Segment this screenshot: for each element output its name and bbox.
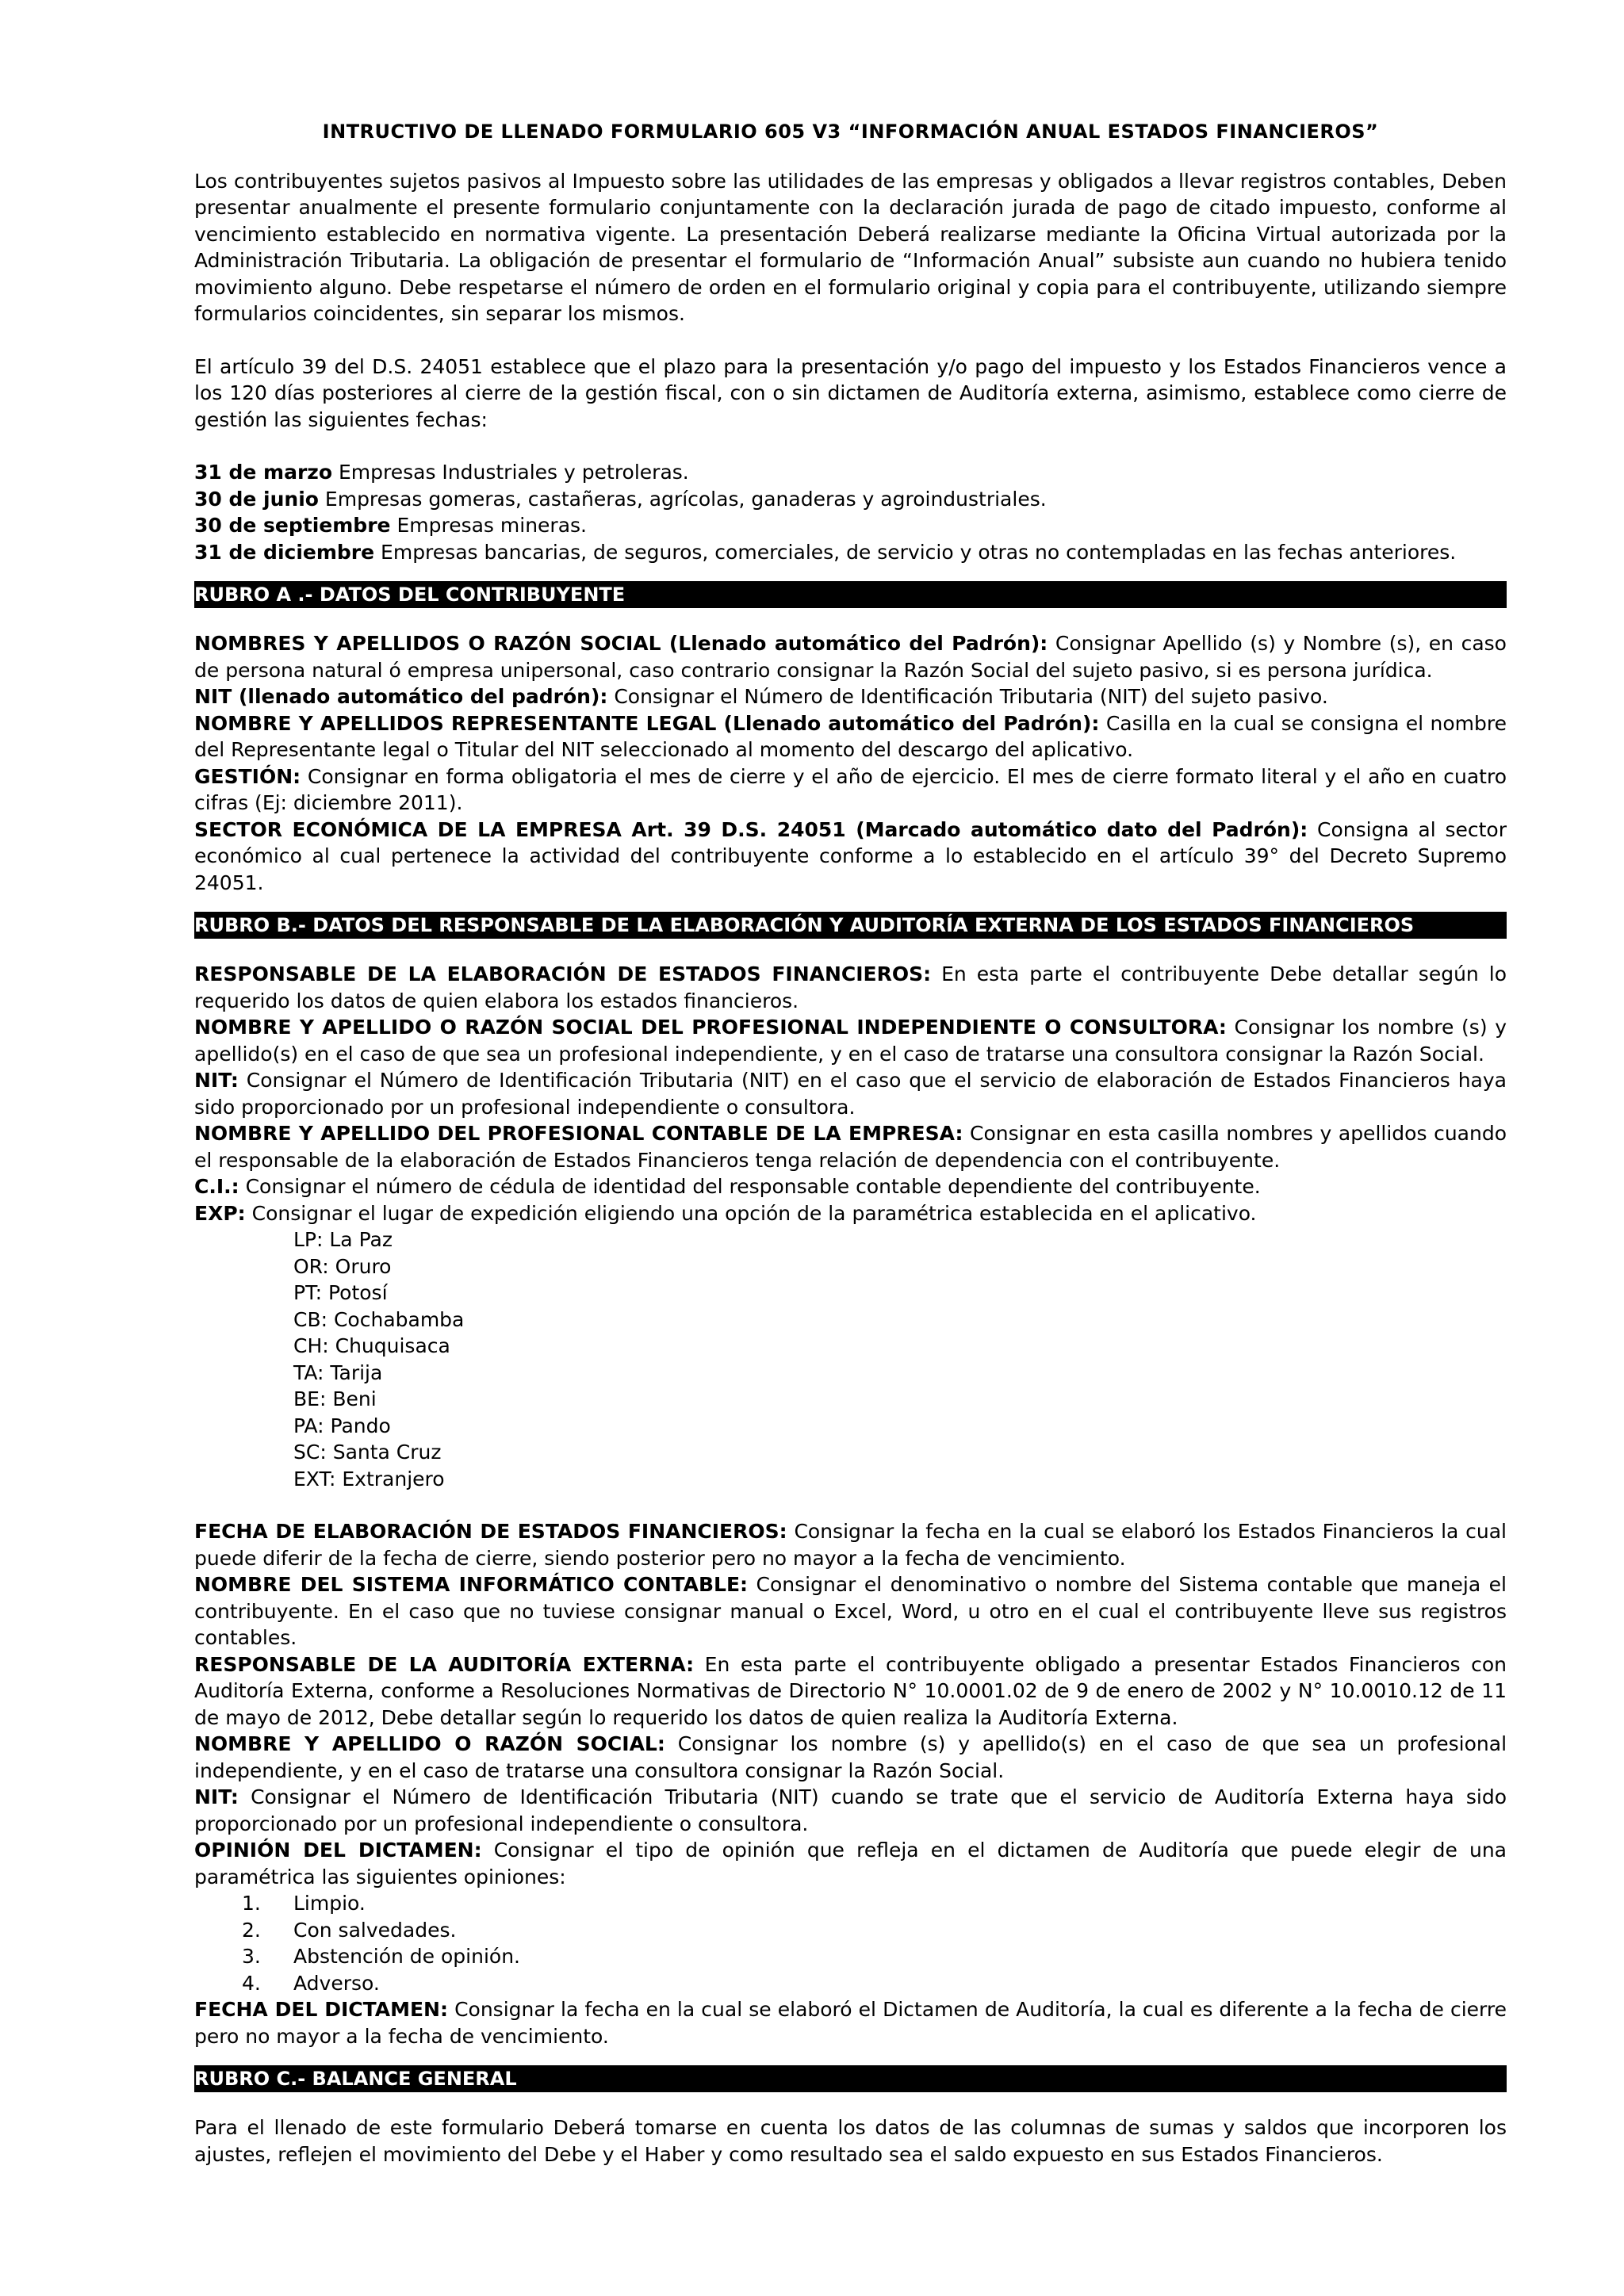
- closing-date-text: Empresas bancarias, de seguros, comerciales, de servicio y otras no contempladas en las fechas anteriores.: [374, 540, 1457, 564]
- field-description: Consignar el lugar de expedición eligiendo una opción de la paramétrica establecida en el aplicativo.: [245, 1201, 1257, 1225]
- list-text: Con salvedades.: [293, 1918, 457, 1942]
- closing-date-text: Empresas Industriales y petroleras.: [332, 461, 689, 484]
- rubro-b-item: [194, 1996, 1507, 2049]
- field-label: SECTOR ECONÓMICA DE LA EMPRESA Art. 39 D.S. 24051 (Marcado automático dato del Padrón):: [194, 817, 1308, 841]
- field-description: Consignar en forma obligatoria el mes de cierre y el año de ejercicio. El mes de cierre formato literal y el año en cuatro cifras (Ej: diciembre 2011).: [194, 764, 1507, 814]
- field-description: En esta parte el contribuyente obligado a presentar Estados Financieros con Auditoría Externa, conforme a Resoluciones Normativas de Directorio N° 10.0001.02 de 9 de enero de 2002 y N° 10.0010.12 de 11 de mayo de 2012, Debe detallar según lo requerido los datos de quien realiza la Auditoría Externa.: [194, 1652, 1507, 1729]
- intro-paragraph-1: Los contribuyentes sujetos pasivos al Impuesto sobre las utilidades de las empresas y obligados a llevar registros contables, Deben presentar anualmente el presente formulario conjuntamente con la declaración jurada de pago de citado impuesto, conforme al vencimiento establecido en normativa vigente. La presentación Deberá realizarse mediante la Oficina Virtual autorizada por la Administración Tributaria. La obligación de presentar el formulario de “Información Anual” subsiste aun cuando no hubiera tenido movimiento alguno. Debe respetarse el número de orden en el formulario original y copia para el contribuyente, utilizando siempre formularios coincidentes, sin separar los mismos.: [194, 169, 1507, 325]
- closing-date-item: [194, 459, 1507, 486]
- field-description: Consignar Apellido (s) y Nombre (s), en caso de persona natural ó empresa unipersonal, caso contrario consignar la Razón Social del sujeto pasivo, si es persona jurídica.: [194, 632, 1507, 682]
- rubro-a-item: [194, 817, 1507, 897]
- rubro-b-item: [194, 1731, 1507, 1784]
- rubro-b-item: [194, 1200, 1507, 1227]
- rubro-c-paragraph: Para el llenado de este formulario Deberá tomarse en cuenta los datos de las columnas de sumas y saldos que incorporen los ajustes, reflejen el movimiento del Debe y el Haber y como resultado sea el saldo expuesto en sus Estados Financieros.: [194, 2116, 1507, 2166]
- rubro-b-item: [194, 1120, 1507, 1173]
- list-item: [194, 1970, 1507, 1997]
- rubro-a-heading: RUBRO A .- DATOS DEL CONTRIBUYENTE: [194, 581, 1507, 608]
- field-description: Consignar el Número de Identificación Tributaria (NIT) del sujeto pasivo.: [607, 685, 1328, 708]
- rubro-b-item: [194, 1173, 1507, 1200]
- document-title: INTRUCTIVO DE LLENADO FORMULARIO 605 V3 “INFORMACIÓN ANUAL ESTADOS FINANCIEROS”: [322, 121, 1379, 143]
- closing-dates-list: [194, 459, 1507, 565]
- field-description: Casilla en la cual se consigna el nombre del Representante legal o Titular del NIT seleccionado al momento del descargo del aplicativo.: [194, 711, 1507, 761]
- rubro-b-item: [194, 1518, 1507, 1571]
- rubro-a-item: [194, 763, 1507, 817]
- field-description: Consignar los nombre (s) y apellido(s) en el caso de que sea un profesional independiente, y en el caso de tratarse una consultora consignar la Razón Social.: [194, 1732, 1507, 1782]
- list-item: LP: La Paz: [293, 1228, 393, 1251]
- intro-paragraph-2: El artículo 39 del D.S. 24051 establece que el plazo para la presentación y/o pago del impuesto y los Estados Financieros vence a los 120 días posteriores al cierre de la gestión fiscal, con o sin dictamen de Auditoría externa, asimismo, establece como cierre de gestión las siguientes fechas:: [194, 354, 1507, 431]
- field-label: FECHA DEL DICTAMEN:: [194, 1998, 448, 2021]
- field-label: C.I.:: [194, 1175, 239, 1198]
- field-description: Consignar el tipo de opinión que refleja en el dictamen de Auditoría que puede elegir de una paramétrica las siguientes opiniones:: [194, 1839, 1507, 1888]
- rubro-b-item: [194, 1014, 1507, 1067]
- field-label: FECHA DE ELABORACIÓN DE ESTADOS FINANCIEROS:: [194, 1520, 787, 1543]
- list-text: Limpio.: [293, 1892, 366, 1915]
- field-description: Consigna al sector económico al cual pertenece la actividad del contribuyente conforme a lo establecido en el artículo 39° del Decreto Supremo 24051.: [194, 817, 1507, 894]
- closing-date-item: [194, 486, 1507, 513]
- field-label: NOMBRE Y APELLIDO O RAZÓN SOCIAL:: [194, 1732, 665, 1755]
- list-item: EXT: Extranjero: [293, 1467, 445, 1490]
- list-item: OR: Oruro: [293, 1254, 392, 1278]
- list-number: 4.: [242, 1971, 261, 1995]
- rubro-b-item: [194, 1067, 1507, 1120]
- closing-date-item: [194, 539, 1507, 566]
- field-label: RESPONSABLE DE LA ELABORACIÓN DE ESTADOS FINANCIEROS:: [194, 962, 932, 985]
- field-description: Consignar los nombre (s) y apellido(s) en el caso de que sea un profesional independiente, y en el caso de tratarse una consultora consignar la Razón Social.: [194, 1016, 1507, 1066]
- rubro-a-item: [194, 683, 1507, 710]
- field-description: Consignar el número de cédula de identidad del responsable contable dependiente del contribuyente.: [239, 1175, 1261, 1198]
- closing-date-text: Empresas gomeras, castañeras, agrícolas, ganaderas y agroindustriales.: [318, 487, 1047, 511]
- list-text: Adverso.: [293, 1971, 380, 1995]
- field-label: NIT:: [194, 1069, 239, 1092]
- list-item: TA: Tarija: [293, 1360, 383, 1384]
- field-description: Consignar en esta casilla nombres y apellidos cuando el responsable de la elaboración de Estados Financieros tenga relación de dependencia con el contribuyente.: [194, 1122, 1507, 1172]
- list-item: CH: Chuquisaca: [293, 1334, 450, 1357]
- rubro-a-section: [194, 630, 1507, 896]
- rubro-b-item: [194, 1837, 1507, 1890]
- field-description: Consignar el Número de Identificación Tributaria (NIT) cuando se trate que el servicio de Auditoría Externa haya sido proporcionado por un profesional independiente o consultora.: [194, 1785, 1507, 1835]
- rubro-b-section: [194, 961, 1507, 2049]
- field-description: Consignar el denominativo o nombre del Sistema contable que maneja el contribuyente. En el caso que no tuviese consignar manual o Excel, Word, u otro en el cual el contribuyente lleve sus registros contables.: [194, 1573, 1507, 1649]
- list-item: [194, 1943, 1507, 1970]
- field-label: NIT (llenado automático del padrón):: [194, 685, 608, 708]
- field-description: Consignar la fecha en la cual se elaboró los Estados Financieros la cual puede diferir de la fecha de cierre, siendo posterior pero no mayor a la fecha de vencimiento.: [194, 1520, 1507, 1570]
- rubro-a-item: [194, 630, 1507, 683]
- closing-date-item: [194, 512, 1507, 539]
- field-description: En esta parte el contribuyente Debe detallar según lo requerido los datos de quien elabora los estados financieros.: [194, 962, 1507, 1012]
- list-text: Abstención de opinión.: [293, 1945, 520, 1968]
- list-item: BE: Beni: [293, 1387, 377, 1410]
- closing-date: 30 de junio: [194, 487, 319, 511]
- opinion-options-list: [194, 1890, 1507, 1996]
- list-number: 3.: [242, 1945, 261, 1968]
- field-label: GESTIÓN:: [194, 764, 301, 788]
- field-label: NOMBRES Y APELLIDOS O RAZÓN SOCIAL (Llenado automático del Padrón):: [194, 632, 1048, 655]
- field-label: OPINIÓN DEL DICTAMEN:: [194, 1839, 482, 1862]
- field-label: NOMBRE Y APELLIDO O RAZÓN SOCIAL DEL PROFESIONAL INDEPENDIENTE O CONSULTORA:: [194, 1016, 1227, 1039]
- field-description: Consignar el Número de Identificación Tributaria (NIT) en el caso que el servicio de elaboración de Estados Financieros haya sido proporcionado por un profesional independiente o consultora.: [194, 1069, 1507, 1119]
- rubro-b-heading: RUBRO B.- DATOS DEL RESPONSABLE DE LA ELABORACIÓN Y AUDITORÍA EXTERNA DE LOS ESTADOS FINANCIEROS: [194, 912, 1507, 939]
- field-label: NIT:: [194, 1785, 239, 1808]
- rubro-b-item: [194, 1651, 1507, 1732]
- closing-date: 30 de septiembre: [194, 514, 391, 537]
- closing-date-text: Empresas mineras.: [390, 514, 587, 537]
- document-page: [194, 119, 1507, 2168]
- list-item: PT: Potosí: [293, 1281, 388, 1304]
- field-label: RESPONSABLE DE LA AUDITORÍA EXTERNA:: [194, 1652, 695, 1676]
- field-label: NOMBRE DEL SISTEMA INFORMÁTICO CONTABLE:: [194, 1573, 749, 1596]
- rubro-a-item: [194, 710, 1507, 763]
- rubro-b-item: [194, 1784, 1507, 1837]
- field-description: Consignar la fecha en la cual se elaboró el Dictamen de Auditoría, la cual es diferente a la fecha de cierre pero no mayor a la fecha de vencimiento.: [194, 1998, 1507, 2048]
- rubro-b-item: [194, 1571, 1507, 1651]
- rubro-c-heading: RUBRO C.- BALANCE GENERAL: [194, 2065, 1507, 2092]
- list-item: SC: Santa Cruz: [293, 1441, 442, 1464]
- list-item: CB: Cochabamba: [293, 1307, 465, 1331]
- exp-options-list: [194, 1226, 1507, 1492]
- list-item: PA: Pando: [293, 1414, 391, 1437]
- list-item: [194, 1890, 1507, 1917]
- closing-date: 31 de diciembre: [194, 540, 375, 564]
- list-number: 1.: [242, 1892, 261, 1915]
- field-label: NOMBRE Y APELLIDO DEL PROFESIONAL CONTABLE DE LA EMPRESA:: [194, 1122, 963, 1145]
- list-number: 2.: [242, 1918, 261, 1942]
- field-label: EXP:: [194, 1201, 246, 1225]
- rubro-b-item: [194, 961, 1507, 1014]
- closing-date: 31 de marzo: [194, 461, 333, 484]
- list-item: [194, 1917, 1507, 1944]
- field-label: NOMBRE Y APELLIDOS REPRESENTANTE LEGAL (Llenado automático del Padrón):: [194, 711, 1100, 735]
